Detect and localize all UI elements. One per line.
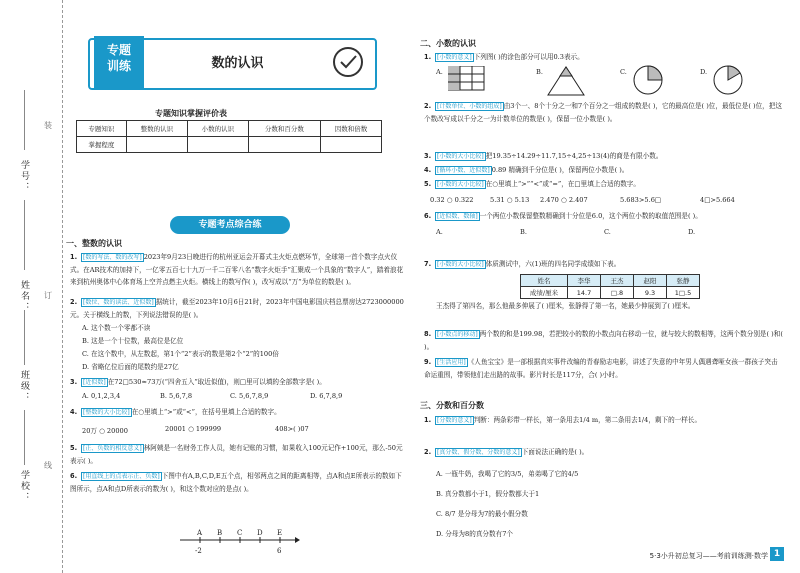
point-a: A [197,529,203,537]
option-r6-a[interactable]: A. [436,228,443,236]
option-r6-b[interactable]: B. [520,228,527,236]
tick-e: 6 [277,547,282,555]
question-r3: 3. [小数的大小比较] 把19.35÷14.29÷11.7,15÷4,25÷13(4)的商是有限小数。 [424,152,663,160]
option-r6-d[interactable]: D. [688,228,696,236]
question-r6: 6. [近似数、数轴] 一个两位小数保留整数精确到十分位是6.0，这个两位小数的取值范围是( )。 [424,212,702,220]
option-r1-d[interactable]: D. [700,68,708,76]
option-l2-d[interactable]: D. 省略亿位后面的尾数约是27亿 [82,363,179,371]
question-r2: 2. [计数单位、小数的组成] 由3个一、8个十分之一和7个百分之一组成的数是( )，它的最高位是( )位，最低位是( )位，把这个数改写成以千分之一为计数单位的数是( )，保留一位小数是( )。 [424,102,782,123]
number-line [180,528,300,558]
question-l6: 6. [用直线上的点表示正、负数] 下图中有A,B,C,D,E五个点，相邻两点之间的距离相等，点A和点E所表示的数如下图所示，点A和点D所表示的数为( )，和这个数对应的是点( )。 [70,472,402,493]
option-l2-b[interactable]: B. 这是一个十位数，最高位是亿位 [82,337,184,345]
option-l3-b[interactable]: B. 5,6,7,8 [160,392,193,400]
question-l4: 4. [整数的大小比较] 在○里填上“>”或“<”，在括号里填上合适的数字。 [70,408,281,416]
question-r5: 5. [小数的大小比较] 在○里填上“>”“<”或“=”，在□里填上合适的数字。 [424,180,640,188]
topic-tag: 专题 训练 [94,36,144,88]
footer-text: 5·3小升初总复习——考前训练测·数学 [649,552,768,560]
question-s3-1: 1. [分数的意义] 判断：两条彩带一样长，第一条用去1/4 m，第二条用去1/4，剩下的一样长。 [424,416,702,424]
topic-banner [88,38,377,90]
question-l5: 5. [正、负数的相反意义] 林阿姨是一名财务工作人员，她有记账的习惯，如果收入100元记作+100元，那么-50元表示( )。 [70,444,403,465]
option-l3-d[interactable]: D. 6,7,8,9 [310,392,343,400]
section-integers: 一、整数的认识 [66,239,122,248]
binding-label-name: 姓名： [19,280,29,313]
question-l3: 3. [近似数] 在72□530≈73万(“四舍五入”取近似值)，则□里可以填的全部数字是( )。 [70,378,326,386]
tick-a: -2 [195,547,202,555]
section-decimals: 二、小数的认识 [420,39,476,48]
question-r1: 1. [小数的意义] 下列图( )的涂色部分可以用0.3表示。 [424,53,584,61]
binding-margin [0,0,63,573]
sector-figure [712,64,744,96]
point-b: B [217,529,223,537]
page-number: 1 [770,547,784,561]
point-c: C [237,529,243,537]
score-table: 姓名 李华 王杰 赵阳 张静 成绩/厘米 14.7 □.8 9.3 1□.5 [520,274,700,299]
grid-figure [448,66,488,92]
question-r7-text2: 王杰得了第四名，那么他最多伸展了( )厘米，张静得了第一名，她最少伸展到了( )厘米。 [436,302,695,310]
option-r1-b[interactable]: B. [536,68,543,76]
question-s3-2: 2. [真分数、假分数、分数的意义] 下面说法正确的是( )。 [424,448,589,456]
eval-table-title: 专题知识掌握评价表 [155,109,227,118]
compare-r5-1[interactable]: 0.32 ○ 0.322 [430,196,474,204]
question-r7: 7. [小数的大小比较] 体质测试中，六(1)班的四名同学成绩如下表。 [424,260,621,268]
point-e: E [277,529,283,537]
question-l1: 1. [数的写法、数的改写] 2023年9月23日晚进行的杭州亚运会开幕式主火炬点燃环节，全球第一首个数字点火仪式。在AR技术的加持下，一亿零五百七十九万一千二百零八名“数字火炬手”汇聚成一个具象的“数字人”，踏着浪花来到杭州奥体中心体育场上空并点燃主火炬。横线上的数写作( )，改写成以“万”为单位的数是( )。 [70,253,404,286]
binding-label-id: 学号： [19,160,29,193]
section-subtitle: 专题考点综合练 [170,216,290,234]
option-r1-c[interactable]: C. [620,68,627,76]
section-fractions: 三、分数和百分数 [420,401,484,410]
binding-label-school: 学校： [19,470,29,503]
circle-figure [632,64,664,96]
compare-l4-2[interactable]: 20001 ○ 199999 [165,425,222,433]
clock-icon [331,45,365,79]
question-r9: 9. [生活应用] 《人鱼宝宝》是一部根据真实事件改编的青春励志电影，讲述了失意的中年男人偶遇聋哑女孩一群孩子突击命运重围，带领他们走出路的故事。影片时长是117分，合( )小时。 [424,358,778,379]
question-r4: 4. [循环小数、近似数] 0.89 精确到千分位是( )，保留两位小数是( )。 [424,166,629,174]
triangle-figure [546,66,586,96]
compare-l4-1[interactable]: 20万 ○ 20000 [82,427,128,435]
compare-r5-4[interactable]: 5.683>5.6□ [620,196,662,204]
binding-mark-1: 装 [44,121,52,130]
option-s3-2-b[interactable]: B. 真分数都小于1，假分数都大于1 [436,490,540,498]
binding-mark-3: 线 [44,461,52,470]
option-l2-c[interactable]: C. 在这个数中，从左数起，第1个“2”表示的数是第2个“2”的100倍 [82,350,279,358]
option-r1-a[interactable]: A. [436,68,443,76]
compare-r5-3[interactable]: 2.470 ○ 2.407 [540,196,588,204]
option-l3-a[interactable]: A. 0,1,2,3,4 [82,392,121,400]
binding-label-class: 班级： [19,370,29,403]
binding-mark-2: 订 [44,291,52,300]
option-s3-2-d[interactable]: D. 分母为8的真分数有7个 [436,530,513,538]
compare-r5-2[interactable]: 5.31 ○ 5.13 [490,196,530,204]
compare-r5-5[interactable]: 4□>5.664 [700,196,735,204]
topic-title: 数的认识 [211,56,264,71]
question-l2: 2. [数位、数的读法、近似数] 据统计，截至2023年10月6日21时，2023年中国电影国庆档总票房达2723000000元。关于横线上的数，下列说法错误的是( )。 [70,298,404,319]
option-s3-2-a[interactable]: A. 一瓶牛奶，我喝了它的3/5，弟弟喝了它的4/5 [436,470,579,478]
option-l2-a[interactable]: A. 这个数一个零都不读 [82,324,151,332]
question-r8: 8. [小数点的移动] 两个数的和是199.98，若把较小的数的小数点向右移动一位，就与较大的数相等，这两个数分别是( )和( )。 [424,330,783,351]
option-s3-2-c[interactable]: C. 8/7 是分母为7的最小假分数 [436,510,528,518]
eval-table: 专题知识 整数的认识 小数的认识 分数和百分数 因数和倍数 掌握程度 [76,120,382,153]
option-r6-c[interactable]: C. [604,228,611,236]
point-d: D [257,529,263,537]
compare-l4-3[interactable]: 408>( )07 [275,425,309,433]
option-l3-c[interactable]: C. 5,6,7,8,9 [230,392,269,400]
